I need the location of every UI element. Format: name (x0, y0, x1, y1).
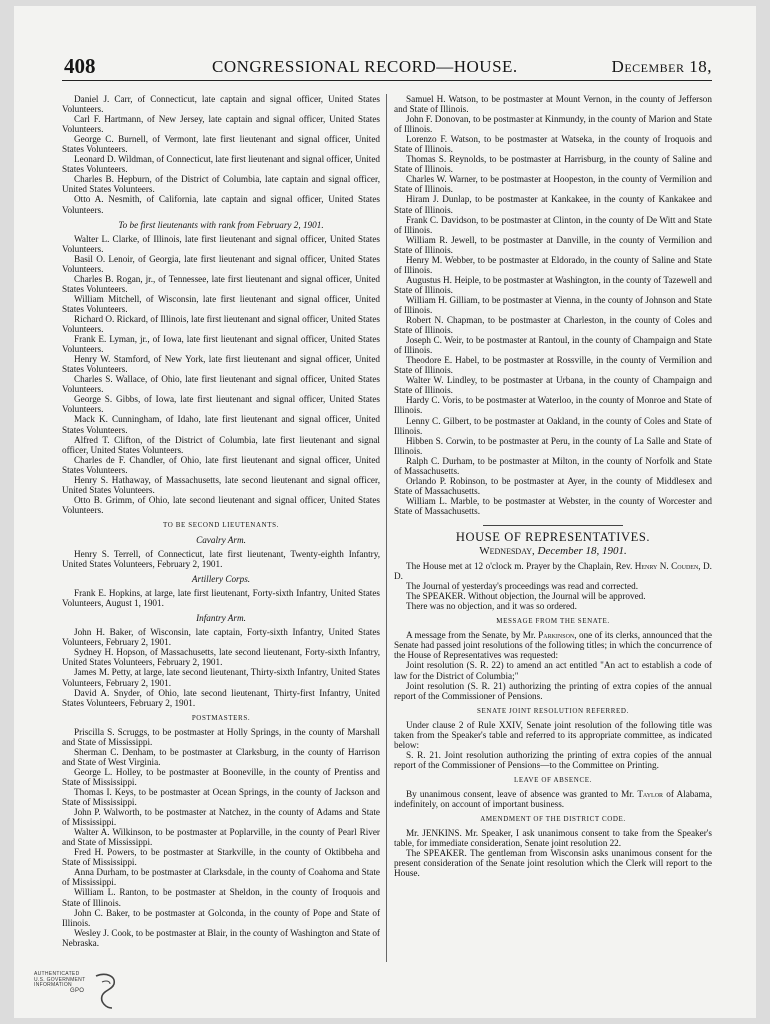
logo-text: AUTHENTICATED (34, 971, 80, 977)
session-weekday: Wednesday, (479, 545, 535, 558)
paragraph: Basil O. Lenoir, of Georgia, late first lieutenant and signal officer, United States Volunteers. (62, 253, 380, 274)
clerk-name: Parkinson, (538, 630, 577, 641)
paragraph: The SPEAKER. Without objection, the Journal will be approved. (406, 591, 646, 602)
paragraph: Joint resolution (S. R. 21) authorizing the printing of extra copies of the annual report of the Commissioner of Pensions. (394, 680, 712, 701)
paragraph: Walter A. Wilkinson, to be postmaster at Poplarville, in the county of Pearl River and State of Mississippi. (62, 827, 380, 848)
section-rule (483, 525, 623, 526)
paragraph: Charles B. Rogan, jr., of Tennessee, late first lieutenant and signal officer, United States Volunteers. (62, 273, 380, 294)
paragraph: William Mitchell, of Wisconsin, late first lieutenant and signal officer, United States Volunteers. (62, 293, 380, 314)
paragraph: Orlando P. Robinson, to be postmaster at Ayer, in the county of Middlesex and State of Massachusetts. (394, 475, 712, 496)
paragraph: Henry S. Hathaway, of Massachusetts, late second lieutenant and signal officer, United States Volunteers. (62, 474, 380, 495)
right-column (394, 94, 712, 878)
paragraph: Alfred T. Clifton, of the District of Columbia, late first lieutenant and signal officer, United States Volunteers. (62, 434, 380, 455)
paragraph: David A. Snyder, of Ohio, late second lieutenant, Thirty-first Infantry, United States Volunteers, February 2, 1901. (62, 687, 380, 708)
paragraph: Walter L. Clarke, of Illinois, late first lieutenant and signal officer, United States Volunteers. (62, 233, 380, 254)
paragraph: Wesley J. Cook, to be postmaster at Blair, in the county of Washington and State of Nebraska. (62, 927, 380, 948)
page-title: CONGRESSIONAL RECORD—HOUSE. (212, 57, 518, 76)
section-heading: SENATE JOINT RESOLUTION REFERRED. (477, 706, 629, 715)
paragraph: William H. Gilliam, to be postmaster at Vienna, in the county of Johnson and State of Illinois. (394, 294, 712, 315)
logo-text: GPO (70, 987, 85, 994)
paragraph: There was no objection, and it was so ordered. (406, 601, 577, 612)
paragraph (394, 561, 712, 581)
paragraph: Anna Durham, to be postmaster at Clarksdale, in the county of Coahoma and State of Mississippi. (62, 867, 380, 888)
paragraph: Hardy C. Voris, to be postmaster at Waterloo, in the county of Monroe and State of Illinois. (394, 395, 712, 416)
paragraph: Priscilla S. Scruggs, to be postmaster at Holly Springs, in the county of Marshall and State of Mississippi. (62, 726, 380, 747)
gpo-authentication-logo (34, 972, 124, 1014)
paragraph: Sydney H. Hopson, of Massachusetts, late second lieutenant, Forty-sixth Infantry, United States Volunteers, February 2, 1901. (62, 647, 380, 668)
opening-text: The House met at 12 o'clock m. Prayer by the Chaplain, Rev. (406, 561, 633, 572)
paragraph: Lorenzo F. Watson, to be postmaster at Watseka, in the county of Iroquois and State of Illinois. (394, 134, 712, 155)
paragraph: Henry M. Webber, to be postmaster at Eldorado, in the county of Saline and State of Illinois. (394, 254, 712, 275)
left-column (62, 94, 380, 948)
record-page (62, 36, 712, 996)
paragraph: John P. Walworth, to be postmaster at Natchez, in the county of Adams and State of Mississippi. (62, 807, 380, 828)
paragraph: Richard O. Rickard, of Illinois, late first lieutenant and signal officer, United States Volunteers. (62, 313, 380, 335)
paragraph: George S. Gibbs, of Iowa, late first lieutenant and signal officer, United States Volunteers. (62, 394, 380, 415)
paragraph: The SPEAKER. The gentleman from Wisconsin asks unanimous consent for the present consideration of the Senate joint resolution which the Clerk will report to the House. (394, 848, 712, 879)
paragraph: Mack K. Cunningham, of Idaho, late first lieutenant and signal officer, United States Volunteers. (62, 414, 380, 435)
paragraph: Frank E. Lyman, jr., of Iowa, late first lieutenant and signal officer, United States Volunteers. (62, 334, 380, 355)
paragraph: William R. Jewell, to be postmaster at Danville, in the county of Vermilion and State of Illinois. (394, 234, 712, 255)
paragraph: Carl F. Hartmann, of New Jersey, late captain and signal officer, United States Volunteers. (62, 114, 380, 135)
paragraph: Henry S. Terrell, of Connecticut, late first lieutenant, Twenty-eighth Infantry, United States Volunteers, February 2, 1901. (62, 549, 380, 570)
paragraph (394, 630, 712, 660)
paragraph: Ralph C. Durham, to be postmaster at Milton, in the county of Norfolk and State of Massachusetts. (394, 455, 712, 476)
section-heading: AMENDMENT OF THE DISTRICT CODE. (480, 815, 626, 824)
paragraph: Fred H. Powers, to be postmaster at Starkville, in the county of Oktibbeha and State of Mississippi. (62, 847, 380, 868)
subsection-heading: Cavalry Arm. (196, 534, 246, 545)
paragraph: Charles de F. Chandler, of Ohio, late first lieutenant and signal officer, United States Volunteers. (62, 454, 380, 475)
paragraph: Charles S. Wallace, of Ohio, late first lieutenant and signal officer, United States Volunteers. (62, 374, 380, 395)
paragraph: Under clause 2 of Rule XXIV, Senate joint resolution of the following title was taken from the Speaker's table and referred to its appropriate committee, as indicated below: (394, 719, 712, 750)
column-divider (386, 94, 387, 962)
page-sheet (14, 6, 756, 1018)
section-heading: POSTMASTERS. (191, 713, 251, 722)
paragraph: Daniel J. Carr, of Connecticut, late captain and signal officer, United States Volunteers. (62, 94, 380, 115)
paragraph: George L. Holley, to be postmaster at Booneville, in the county of Prentiss and State of Mississippi. (62, 766, 380, 787)
section-heading: LEAVE OF ABSENCE. (514, 775, 592, 784)
paragraph: Otto A. Nesmith, of California, late captain and signal officer, United States Volunteers. (62, 194, 380, 215)
paragraph: Joseph C. Weir, to be postmaster at Rantoul, in the county of Champaign and State of Illinois. (394, 335, 712, 356)
leave-text: By unanimous consent, leave of absence was granted to Mr. (406, 789, 635, 799)
chaplain-name: Henry N. Couden, D. D. (394, 561, 712, 582)
message-text: A message from the Senate, by Mr. (406, 630, 536, 641)
paragraph: Walter W. Lindley, to be postmaster at Urbana, in the county of Champaign and State of Illinois. (394, 375, 712, 396)
paragraph: Mr. JENKINS. Mr. Speaker, I ask unanimous consent to take from the Speaker's table, for immediate consideration, Senate joint resolution 22. (394, 828, 712, 849)
subsection-heading: Infantry Arm. (196, 613, 246, 624)
logo-text: INFORMATION (34, 982, 72, 988)
logo-text: U.S. GOVERNMENT (34, 976, 86, 983)
paragraph: Leonard D. Wildman, of Connecticut, late first lieutenant and signal officer, United States Volunteers. (62, 154, 380, 175)
paragraph: Thomas S. Reynolds, to be postmaster at Harrisburg, in the county of Saline and State of Illinois. (394, 154, 712, 175)
section-heading: TO BE SECOND LIEUTENANTS. (163, 520, 279, 529)
paragraph: Otto B. Grimm, of Ohio, late second lieutenant and signal officer, United States Volunteers. (62, 494, 380, 515)
paragraph: James M. Petty, at large, late second lieutenant, Thirty-sixth Infantry, United States Volunteers, February 2, 1901. (62, 667, 380, 688)
house-heading: HOUSE OF REPRESENTATIVES. (455, 529, 651, 544)
paragraph: Samuel H. Watson, to be postmaster at Mount Vernon, in the county of Jefferson and State of Illinois. (394, 94, 712, 115)
paragraph: John F. Donovan, to be postmaster at Kinmundy, in the county of Marion and State of Illinois. (394, 114, 712, 135)
leave-text: of Alabama, indefinitely, on account of important business. (394, 789, 713, 810)
paragraph: Hibben S. Corwin, to be postmaster at Peru, in the county of La Salle and State of Illinois. (394, 435, 712, 456)
paragraph: Robert N. Chapman, to be postmaster at Charleston, in the county of Coles and State of Illinois. (394, 315, 712, 336)
paragraph: Frank C. Davidson, to be postmaster at Clinton, in the county of De Witt and State of Illinois. (394, 214, 712, 235)
paragraph (394, 789, 712, 809)
session-day: December 18, 1901. (537, 545, 627, 558)
message-text: one of its clerks, announced that the Senate had passed joint resolutions of the following titles; in which the concurrence of the House of Representatives was requested: (394, 630, 713, 661)
page-header (62, 54, 712, 81)
paragraph: Frank E. Hopkins, at large, late first lieutenant, Forty-sixth Infantry, United States Volunteers, August 1, 1901. (62, 588, 380, 609)
paragraph: Hiram J. Dunlap, to be postmaster at Kankakee, in the county of Kankakee and State of Illinois. (394, 194, 712, 215)
paragraph: Henry W. Stamford, of New York, late first lieutenant and signal officer, United States Volunteers. (62, 354, 380, 375)
section-heading: MESSAGE FROM THE SENATE. (496, 617, 610, 626)
member-name: Taylor (637, 789, 664, 799)
paragraph: Joint resolution (S. R. 22) to amend an act entitled "An act to establish a code of law for the District of Columbia;" (394, 660, 712, 681)
paragraph: Augustus H. Heiple, to be postmaster at Washington, in the county of Tazewell and State of Illinois. (394, 274, 712, 295)
paragraph: John H. Baker, of Wisconsin, late captain, Forty-sixth Infantry, United States Volunteers, February 2, 1901. (62, 627, 380, 648)
eagle-icon (92, 972, 120, 1012)
session-date (394, 546, 712, 556)
paragraph: S. R. 21. Joint resolution authorizing the printing of extra copies of the annual report of the Commissioner of Pensions—to the Committee on Printing. (394, 749, 712, 770)
paragraph: Thomas I. Keys, to be postmaster at Ocean Springs, in the county of Jackson and State of Mississippi. (62, 787, 380, 808)
paragraph: Charles B. Hepburn, of the District of Columbia, late captain and signal officer, United States Volunteers. (62, 174, 380, 195)
paragraph: Theodore E. Habel, to be postmaster at Rossville, in the county of Vermilion and State of Illinois. (394, 355, 712, 376)
header-date: December 18, (611, 57, 712, 76)
paragraph: Charles W. Warner, to be postmaster at Hoopeston, in the county of Vermilion and State of Illinois. (394, 174, 712, 195)
paragraph: William L. Ranton, to be postmaster at Sheldon, in the county of Iroquois and State of Illinois. (62, 887, 380, 908)
paragraph: John C. Baker, to be postmaster at Golconda, in the county of Pope and State of Illinois. (62, 907, 380, 928)
paragraph: Sherman C. Denham, to be postmaster at Clarksburg, in the county of Harrison and State of West Virginia. (62, 746, 380, 767)
subsection-heading: Artillery Corps. (191, 574, 251, 585)
section-heading: To be first lieutenants with rank from February 2, 1901. (118, 219, 324, 230)
paragraph: George C. Burnell, of Vermont, late first lieutenant and signal officer, United States Volunteers. (62, 134, 380, 155)
paragraph: William L. Marble, to be postmaster at Webster, in the county of Worcester and State of Massachusetts. (394, 495, 712, 516)
page-number: 408 (64, 54, 96, 78)
paragraph: Lenny C. Gilbert, to be postmaster at Oakland, in the county of Coles and State of Illinois. (394, 415, 712, 436)
paragraph: The Journal of yesterday's proceedings was read and corrected. (406, 581, 639, 592)
